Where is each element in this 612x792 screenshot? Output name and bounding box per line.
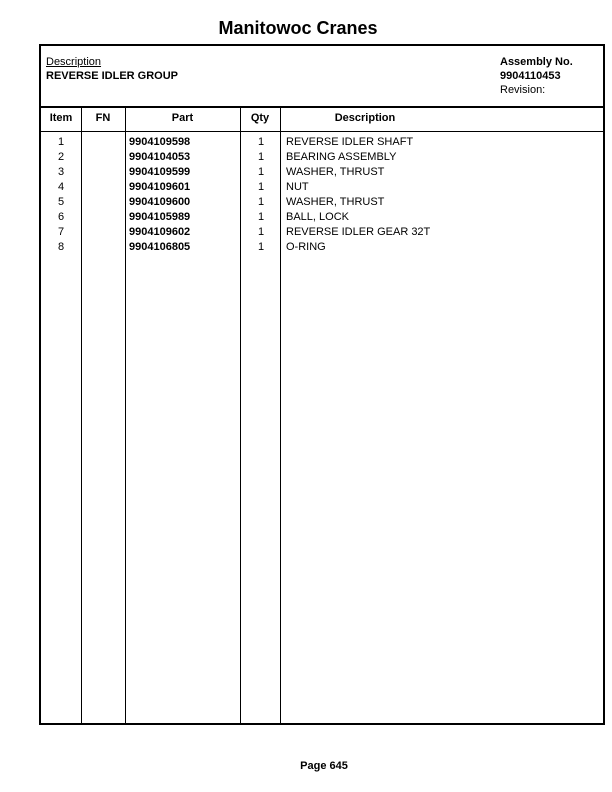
table-row <box>41 211 603 226</box>
table-row <box>41 181 603 196</box>
item-number: 1 <box>57 136 65 148</box>
quantity: 1 <box>257 136 265 148</box>
item-number: 7 <box>57 226 65 238</box>
quantity: 1 <box>257 241 265 253</box>
part-description: NUT <box>286 181 309 193</box>
table-row <box>41 136 603 151</box>
table-row <box>41 196 603 211</box>
column-header-fn: FN <box>95 112 111 124</box>
quantity: 1 <box>257 166 265 178</box>
part-number: 9904109599 <box>129 166 191 178</box>
item-number: 5 <box>57 196 65 208</box>
table-row <box>41 241 603 256</box>
quantity: 1 <box>257 151 265 163</box>
item-number: 6 <box>57 211 65 223</box>
quantity: 1 <box>257 211 265 223</box>
part-number: 9904109601 <box>129 181 191 193</box>
page-title: Manitowoc Cranes <box>218 18 378 38</box>
part-description: WASHER, THRUST <box>286 196 385 208</box>
revision-label: Revision: <box>500 84 546 96</box>
part-description: BEARING ASSEMBLY <box>286 151 397 163</box>
table-row <box>41 226 603 241</box>
quantity: 1 <box>257 196 265 208</box>
item-number: 2 <box>57 151 65 163</box>
part-number: 9904109602 <box>129 226 191 238</box>
part-number: 9904109600 <box>129 196 191 208</box>
part-description: BALL, LOCK <box>286 211 349 223</box>
table-row <box>41 151 603 166</box>
part-description: WASHER, THRUST <box>286 166 385 178</box>
column-header-description: Description <box>334 112 396 124</box>
parts-list-frame <box>39 44 605 725</box>
table-row <box>41 166 603 181</box>
column-header-part: Part <box>171 112 194 124</box>
part-description: REVERSE IDLER GEAR 32T <box>286 226 431 238</box>
column-header-qty: Qty <box>250 112 270 124</box>
part-number: 9904104053 <box>129 151 191 163</box>
part-number: 9904105989 <box>129 211 191 223</box>
part-description: O-RING <box>286 241 326 253</box>
assembly-no: 9904110453 <box>500 70 561 82</box>
column-header-item: Item <box>49 112 73 124</box>
assembly-header <box>41 46 603 108</box>
quantity: 1 <box>257 226 265 238</box>
quantity: 1 <box>257 181 265 193</box>
table-header-rule <box>41 131 603 132</box>
item-number: 3 <box>57 166 65 178</box>
item-number: 8 <box>57 241 65 253</box>
part-description: REVERSE IDLER SHAFT <box>286 136 414 148</box>
part-number: 9904109598 <box>129 136 191 148</box>
part-number: 9904106805 <box>129 241 191 253</box>
assembly-description: REVERSE IDLER GROUP <box>46 70 179 82</box>
assembly-no-label: Assembly No. <box>500 56 573 68</box>
description-label: Description <box>46 56 102 68</box>
page-number: Page 645 <box>300 760 348 772</box>
item-number: 4 <box>57 181 65 193</box>
